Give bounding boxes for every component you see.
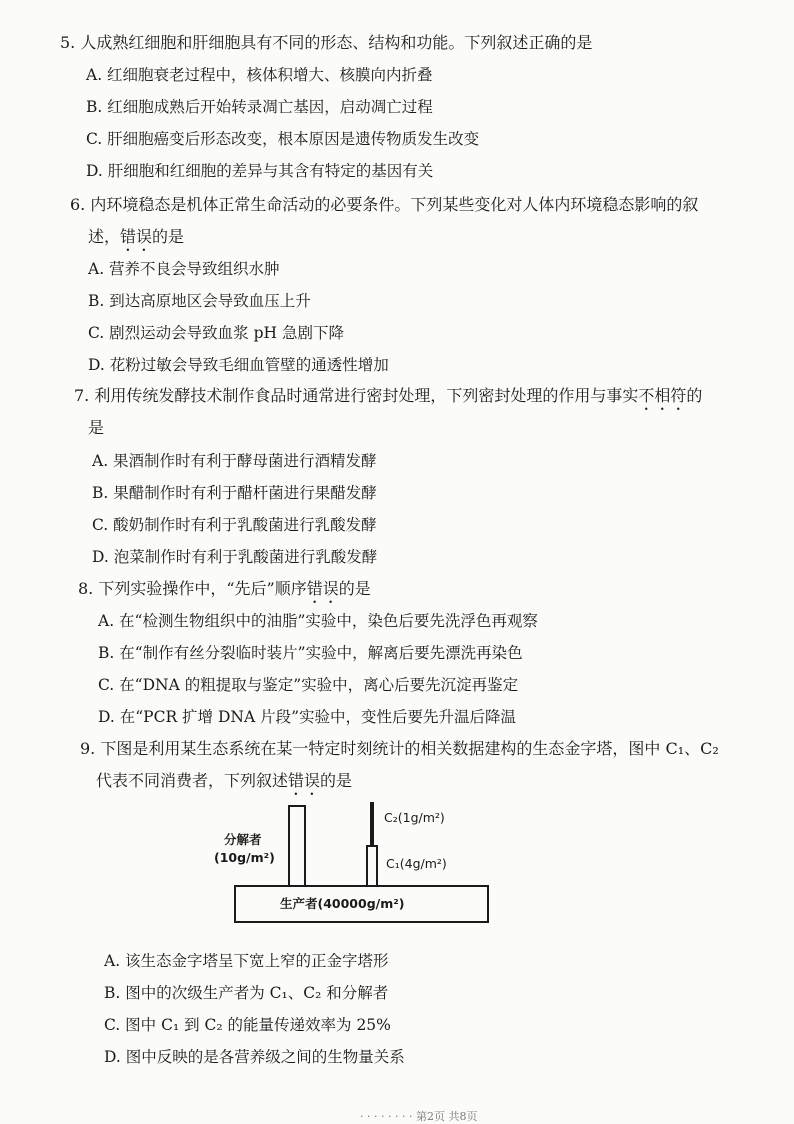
question-7-stem-line2: 是 — [88, 418, 105, 437]
question-5-option-a: A. 红细胞衰老过程中，核体积增大、核膜向内折叠 — [86, 66, 433, 84]
producer-label: 生产者(40000g/m²) — [280, 896, 405, 911]
decomposer-label-name: 分解者 — [224, 832, 262, 847]
question-9-option-a: A. 该生态金字塔呈下宽上窄的正金字塔形 — [104, 952, 389, 970]
question-7-option-c: C. 酸奶制作时有利于乳酸菌进行乳酸发酵 — [92, 516, 377, 534]
c2-label: C₂(1g/m²) — [384, 810, 445, 825]
ecological-pyramid-diagram — [200, 790, 520, 930]
question-5-option-c: C. 肝细胞癌变后形态改变，根本原因是遗传物质发生改变 — [86, 130, 480, 148]
decomposer-label-value: (10g/m²) — [214, 850, 275, 865]
question-9-option-b: B. 图中的次级生产者为 C₁、C₂ 和分解者 — [104, 984, 389, 1002]
question-5-stem: 5. 人成熟红细胞和肝细胞具有不同的形态、结构和功能。下列叙述正确的是 — [60, 33, 593, 52]
question-6-stem-line1: 6. 内环境稳态是机体正常生命活动的必要条件。下列某些变化对人体内环境稳态影响的叙 — [70, 195, 699, 214]
page-footer: · · · · · · · · 第2页 共8页 — [360, 1110, 478, 1123]
question-8-option-b: B. 在“制作有丝分裂临时装片”实验中，解离后要先漂洗再染色 — [98, 644, 523, 662]
question-8-option-a: A. 在“检测生物组织中的油脂”实验中，染色后要先洗浮色再观察 — [98, 612, 538, 630]
question-6-stem-line2: 述，错误的是 — [88, 227, 185, 246]
question-6-option-c: C. 剧烈运动会导致血浆 pH 急剧下降 — [88, 324, 344, 342]
question-8-option-c: C. 在“DNA 的粗提取与鉴定”实验中，离心后要先沉淀再鉴定 — [98, 676, 519, 694]
question-7-option-b: B. 果醋制作时有利于醋杆菌进行果醋发酵 — [92, 484, 377, 502]
question-8-stem: 8. 下列实验操作中，“先后”顺序错误的是 — [78, 579, 371, 598]
question-7-option-d: D. 泡菜制作时有利于乳酸菌进行乳酸发酵 — [92, 548, 378, 566]
question-6-option-a: A. 营养不良会导致组织水肿 — [88, 260, 280, 278]
question-7-stem-line1: 7. 利用传统发酵技术制作食品时通常进行密封处理，下列密封处理的作用与事实不相符的 — [74, 386, 703, 405]
question-9-stem-line2: 代表不同消费者，下列叙述错误的是 — [96, 771, 353, 790]
question-9-stem-line1: 9. 下图是利用某生态系统在某一特定时刻统计的相关数据建构的生态金字塔，图中 C₁、C₂ — [80, 739, 719, 758]
decomposer-bar — [288, 805, 306, 887]
question-8-option-d: D. 在“PCR 扩增 DNA 片段”实验中，变性后要先升温后降温 — [98, 708, 517, 726]
question-6-option-d: D. 花粉过敏会导致毛细血管壁的通透性增加 — [88, 356, 389, 374]
question-9-option-d: D. 图中反映的是各营养级之间的生物量关系 — [104, 1048, 405, 1066]
question-5-option-d: D. 肝细胞和红细胞的差异与其含有特定的基因有关 — [86, 162, 434, 180]
c2-bar — [370, 802, 374, 847]
question-5-option-b: B. 红细胞成熟后开始转录凋亡基因，启动凋亡过程 — [86, 98, 433, 116]
question-6-option-b: B. 到达高原地区会导致血压上升 — [88, 292, 311, 310]
question-7-option-a: A. 果酒制作时有利于酵母菌进行酒精发酵 — [92, 452, 377, 470]
c1-label: C₁(4g/m²) — [386, 856, 447, 871]
c1-bar — [366, 845, 378, 887]
question-9-option-c: C. 图中 C₁ 到 C₂ 的能量传递效率为 25% — [104, 1016, 391, 1034]
